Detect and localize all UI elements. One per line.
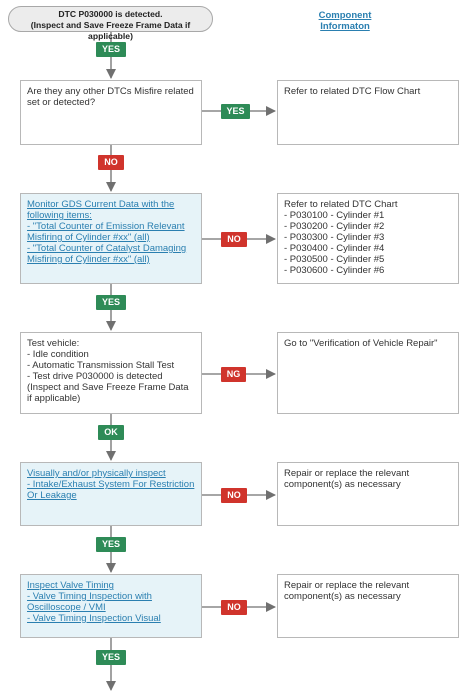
step5-result-line: component(s) as necessary [284,591,401,602]
step2-monitor-box [20,193,202,284]
step5-result-line: Repair or replace the relevant [284,580,410,591]
step1-text-line: set or detected? [27,97,96,108]
step3-text-line: - Test drive P030000 is detected [27,371,163,382]
step4-link-line[interactable]: - Intake/Exhaust System For Restriction [27,479,195,490]
step4-inspect-box [20,462,202,526]
step3-ng-badge: NG [221,367,246,382]
step3-text-line: Test vehicle: [27,338,80,349]
step5-yes-badge: YES [96,650,126,665]
step1-question-box [20,80,202,145]
step2-link-line[interactable]: Misfiring of Cylinder #xx" (all) [27,254,150,265]
step2-result-box [277,193,459,284]
step3-test-box [20,332,202,414]
step2-link-line[interactable]: following items: [27,210,92,221]
step3-ok-badge: OK [98,425,124,440]
step3-result-box [277,332,459,414]
step4-yes-badge: YES [96,537,126,552]
step3-text-line: - Automatic Transmission Stall Test [27,360,175,371]
step1-result-box [277,80,459,145]
step2-link-line[interactable]: - "Total Counter of Emission Relevant [27,221,185,232]
step2-result-line: - P030300 - Cylinder #3 [284,232,385,243]
step1-no-badge: NO [98,155,124,170]
step2-result-line: Refer to related DTC Chart [284,199,398,210]
step4-result-line: Repair or replace the relevant [284,468,410,479]
step2-result-line: - P030500 - Cylinder #5 [284,254,385,265]
step3-text-line: (Inspect and Save Freeze Frame Data [27,382,189,393]
step1-yes-badge: YES [221,104,250,119]
step4-link-line[interactable]: Or Leakage [27,490,77,501]
step2-result-line: - P030100 - Cylinder #1 [284,210,385,221]
component-information-link[interactable]: Component Informaton [318,10,372,32]
step2-result-line: - P030400 - Cylinder #4 [284,243,385,254]
step2-no-badge: NO [221,232,247,247]
step5-link-line[interactable]: Oscilloscope / VMI [27,602,106,613]
step2-yes-badge: YES [96,295,126,310]
step5-link-line[interactable]: - Valve Timing Inspection Visual [27,613,161,624]
step5-valve-timing-box [20,574,202,638]
step5-result-box [277,574,459,638]
step2-link-line[interactable]: Monitor GDS Current Data with the [27,199,175,210]
step1-text-line: Are they any other DTCs Misfire related [27,86,194,97]
step3-result-line: Go to "Verification of Vehicle Repair" [284,338,438,349]
start-terminal [8,6,213,41]
step4-result-box [277,462,459,526]
step2-result-line: - P030600 - Cylinder #6 [284,265,385,276]
start-line-2: (Inspect and Save Freeze Frame Data if applicable) [30,20,191,41]
step2-link-line[interactable]: Misfiring of Cylinder #xx" (all) [27,232,150,243]
step2-link-line[interactable]: - "Total Counter of Catalyst Damaging [27,243,187,254]
step3-text-line: if applicable) [27,393,81,404]
step1-result-line: Refer to related DTC Flow Chart [284,86,421,97]
step5-link-line[interactable]: - Valve Timing Inspection with [27,591,152,602]
step4-result-line: component(s) as necessary [284,479,401,490]
step5-link-line[interactable]: Inspect Valve Timing [27,580,114,591]
start-line-1: DTC P030000 is detected. [58,9,163,19]
step4-no-badge: NO [221,488,247,503]
step2-result-line: - P030200 - Cylinder #2 [284,221,385,232]
step5-no-badge: NO [221,600,247,615]
step3-text-line: - Idle condition [27,349,89,360]
step4-link-line[interactable]: Visually and/or physically inspect [27,468,166,479]
yes-badge: YES [96,42,126,57]
